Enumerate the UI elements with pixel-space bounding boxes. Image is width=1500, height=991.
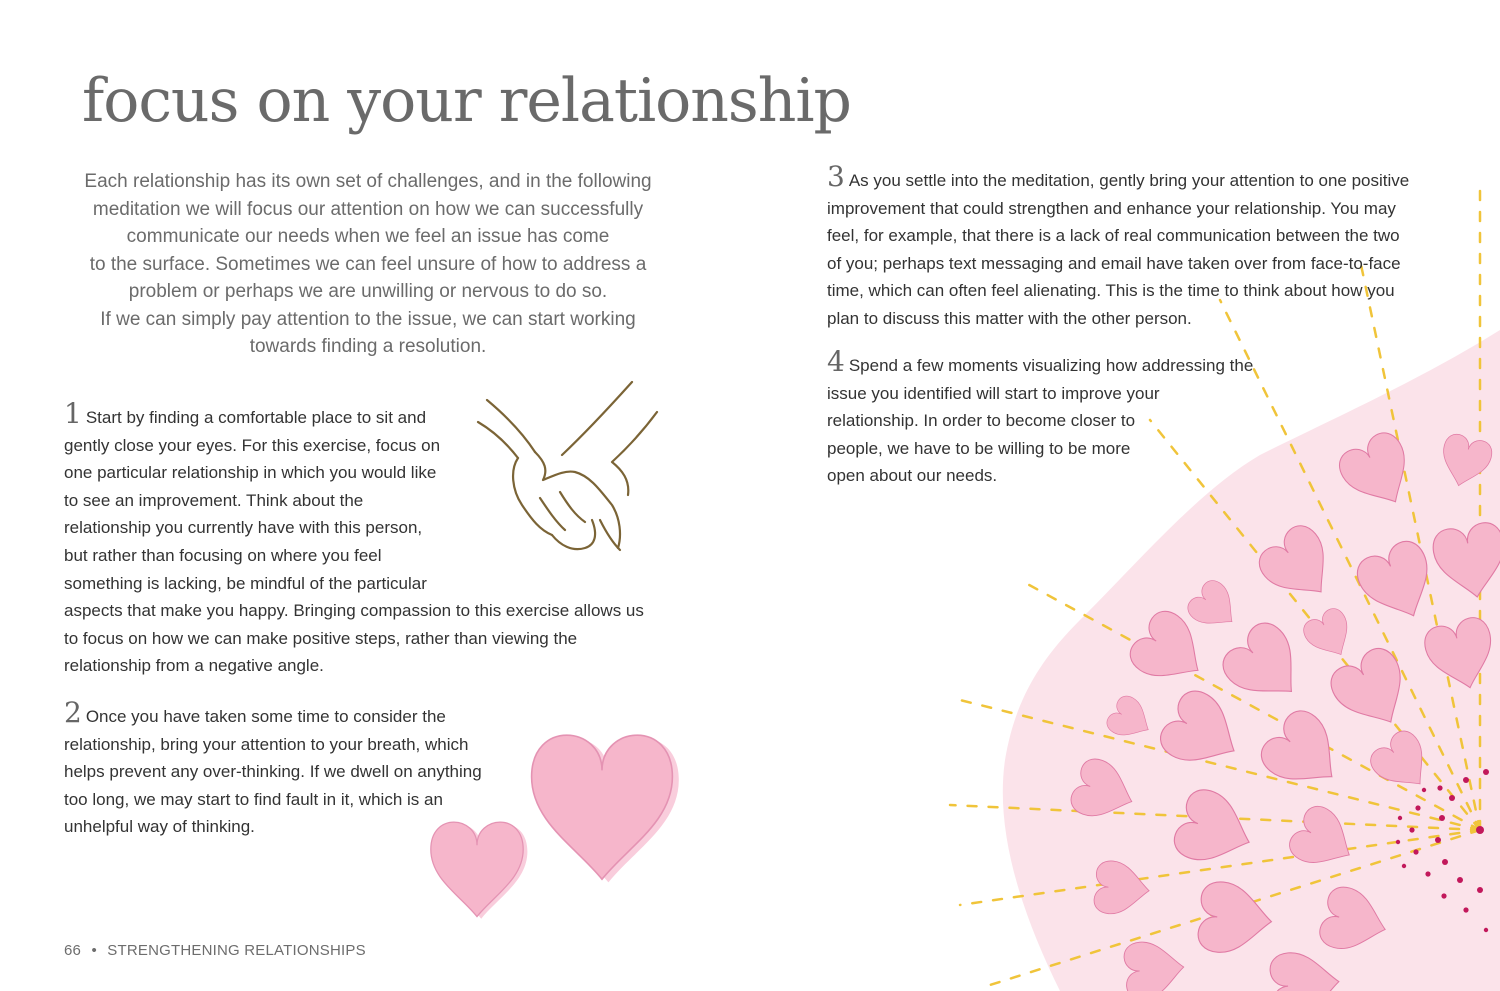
step-1 bbox=[64, 397, 644, 680]
step-line: issue you identified will start to improve your bbox=[827, 383, 1160, 403]
step-line: feel, for example, that there is a lack of real communication between the two bbox=[827, 226, 1400, 246]
step-line: relationship, bring your attention to your breath, which bbox=[64, 734, 469, 754]
intro-line: Each relationship has its own set of challenges, and in the following bbox=[84, 171, 652, 192]
step-line bbox=[64, 696, 482, 731]
step-4 bbox=[827, 345, 1254, 490]
step-line: time, which can often feel alienating. This is the time to think about how you bbox=[827, 281, 1395, 301]
step-line: relationship you currently have with this person, bbox=[64, 518, 423, 538]
page-number: 66 bbox=[64, 942, 82, 959]
step-text: Spend a few moments visualizing how addressing the bbox=[848, 356, 1254, 375]
intro-line: meditation we will focus our attention on how we can successfully bbox=[92, 198, 644, 220]
intro-line: problem or perhaps we are unwilling or nervous to do so. bbox=[128, 281, 608, 302]
footer-separator: • bbox=[91, 942, 97, 959]
step-line: but rather than focusing on where you feel bbox=[64, 545, 382, 565]
step-line: people, we have to be willing to be more bbox=[827, 438, 1131, 458]
step-3 bbox=[827, 160, 1410, 333]
step-text: Once you have taken some time to consider the bbox=[85, 707, 446, 726]
step-line: to focus on how we can make positive steps, rather than viewing the bbox=[64, 628, 578, 648]
intro-paragraph bbox=[70, 168, 666, 361]
step-number: 1 bbox=[64, 397, 82, 430]
step-line: open about our needs. bbox=[827, 466, 998, 486]
page-title: focus on your relationship bbox=[82, 66, 851, 136]
intro-line: communicate our needs when we feel an issue has come bbox=[126, 226, 610, 247]
step-line bbox=[64, 397, 644, 432]
step-line: improvement that could strengthen and enhance your relationship. You may bbox=[827, 198, 1396, 218]
intro-line: If we can simply pay attention to the issue, we can start working bbox=[100, 308, 636, 330]
step-line: relationship. In order to become closer to bbox=[827, 411, 1136, 431]
step-number: 2 bbox=[64, 696, 82, 729]
step-line bbox=[827, 345, 1254, 380]
step-line: something is lacking, be mindful of the particular bbox=[64, 573, 427, 593]
step-line: unhelpful way of thinking. bbox=[64, 817, 255, 837]
section-name: STRENGTHENING RELATIONSHIPS bbox=[107, 942, 366, 959]
step-line: of you; perhaps text messaging and email have taken over from face-to-face bbox=[827, 253, 1401, 273]
step-line: one particular relationship in which you would like bbox=[64, 463, 437, 483]
step-number: 3 bbox=[827, 160, 845, 193]
step-2 bbox=[64, 696, 482, 841]
page-footer bbox=[64, 942, 366, 959]
intro-line: towards finding a resolution. bbox=[249, 336, 487, 357]
step-text: As you settle into the meditation, gently bring your attention to one positive bbox=[848, 171, 1410, 190]
step-line: relationship from a negative angle. bbox=[64, 656, 324, 676]
step-line bbox=[827, 160, 1410, 195]
step-line: aspects that make you happy. Bringing compassion to this exercise allows us bbox=[64, 601, 644, 621]
step-text: Start by finding a comfortable place to sit and bbox=[85, 408, 427, 427]
step-line: too long, we may start to find fault in it, which is an bbox=[64, 789, 443, 809]
step-line: plan to discuss this matter with the other person. bbox=[827, 308, 1192, 328]
step-number: 4 bbox=[827, 345, 845, 378]
intro-line: to the surface. Sometimes we can feel unsure of how to address a bbox=[89, 253, 647, 275]
step-line: gently close your eyes. For this exercise, focus on bbox=[64, 435, 441, 455]
step-line: to see an improvement. Think about the bbox=[64, 490, 364, 510]
step-line: helps prevent any over-thinking. If we dwell on anything bbox=[64, 762, 482, 782]
